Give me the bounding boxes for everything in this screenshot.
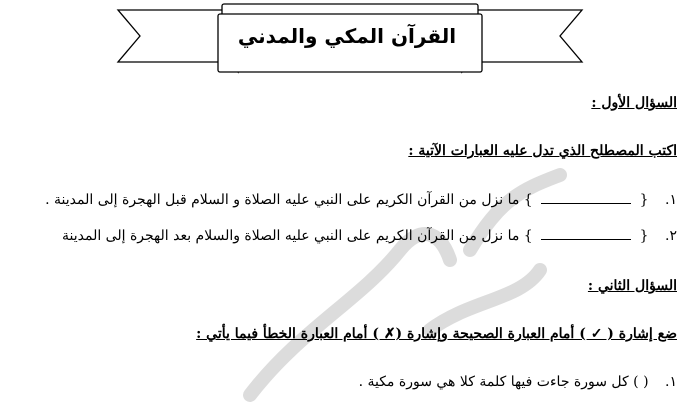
q2-heading: السؤال الثاني : [587,278,677,294]
item-text: كل سورة جاءت فيها كلمة كلا هي سورة مكية [367,374,629,390]
q1-item-1 [15,192,677,208]
q1-heading: السؤال الأول : [591,95,677,111]
answer-paren[interactable]: ( ) [633,374,649,390]
item-end: . [358,374,364,390]
answer-blank[interactable] [541,229,631,240]
item-end: . [45,192,50,208]
item-number: ٢. [665,228,677,244]
item-number: ١. [665,192,677,208]
q1-instruction: اكتب المصطلح الذي تدل عليه العبارات الآتية : [408,143,677,159]
brace-close: } [523,228,533,244]
item-number: ١. [665,374,677,390]
q1-item-2 [62,228,677,244]
q2-instruction: ضع إشارة ( ✓ ) أمام العبارة الصحيحة وإشارة (✗ ) أمام العبارة الخطأ فيما يأتي : [196,326,677,342]
page-title: القرآن المكي والمدني [237,24,457,48]
brace-open: { [639,228,649,244]
q2-item-1 [329,374,677,390]
brace-open: { [639,192,649,208]
item-text: ما نزل من القرآن الكريم على النبي عليه الصلاة والسلام بعد الهجرة إلى المدينة [62,228,520,244]
brace-close: } [523,192,533,208]
answer-blank[interactable] [541,193,631,204]
item-text: ما نزل من القرآن الكريم على النبي عليه الصلاة و السلام قبل الهجرة إلى المدينة [54,192,520,208]
